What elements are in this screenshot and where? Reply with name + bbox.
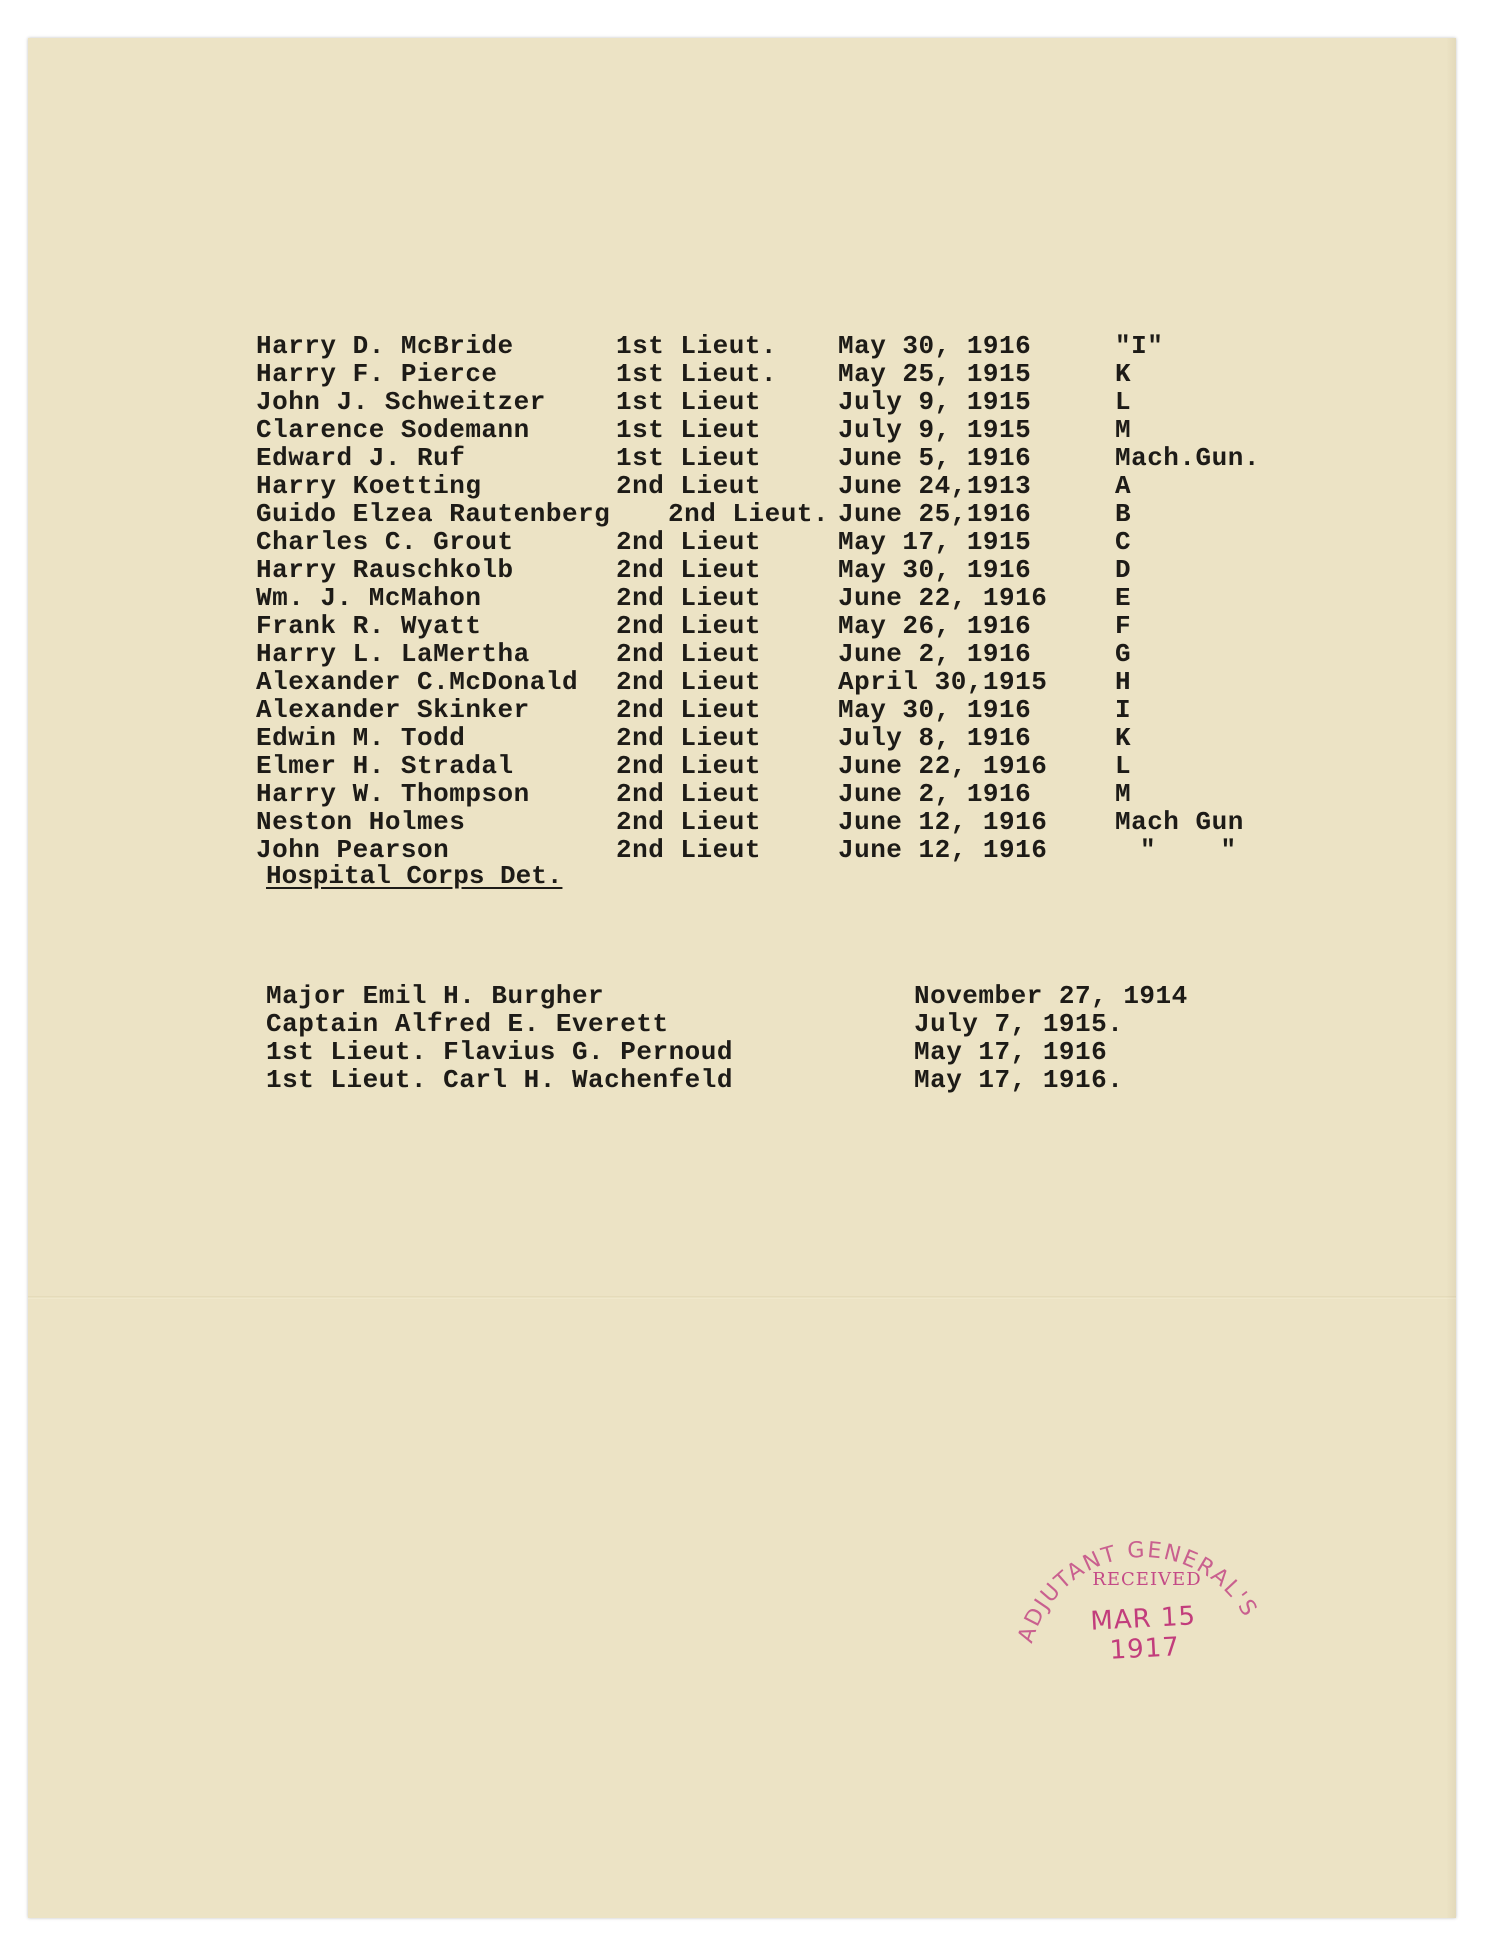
officer-name: Harry W. Thompson	[256, 779, 530, 809]
officer-rank: 2nd Lieut	[616, 527, 761, 557]
officer-row	[0, 752, 1300, 780]
officer-row	[0, 780, 1300, 808]
commission-date: June 12, 1916	[838, 807, 1048, 837]
officer-rank: 2nd Lieut	[616, 751, 761, 781]
company-letter: I	[1115, 695, 1132, 725]
officer-name: Guido Elzea Rautenberg	[256, 499, 611, 529]
received-stamp	[1002, 1484, 1282, 1684]
officer-rank: 2nd Lieut	[616, 471, 761, 501]
company-letter: L	[1115, 387, 1132, 417]
officer-name: Harry D. McBride	[256, 331, 514, 361]
officer-row	[0, 388, 1300, 416]
officer-row	[0, 808, 1300, 836]
officer-rank: 1st Lieut	[616, 387, 761, 417]
commission-date: June 2, 1916	[838, 639, 1032, 669]
commission-date: June 2, 1916	[838, 779, 1032, 809]
officer-row	[0, 444, 1300, 472]
officer-name: Charles C. Grout	[256, 527, 514, 557]
officer-name: Neston Holmes	[256, 807, 466, 837]
officer-rank: 1st Lieut.	[616, 359, 778, 389]
officer-name: Wm. J. McMahon	[256, 583, 482, 613]
company-letter: Mach Gun	[1115, 807, 1244, 837]
officer-name: Harry F. Pierce	[256, 359, 498, 389]
officer-name: Alexander C.McDonald	[256, 667, 579, 697]
officer-rank: 1st Lieut	[616, 415, 761, 445]
officer-name: Harry L. LaMertha	[256, 639, 530, 669]
paper-fold-line	[28, 1296, 1456, 1299]
member-name: Captain Alfred E. Everett	[266, 1009, 669, 1039]
officer-row	[0, 584, 1300, 612]
paper-edge-shadow	[1446, 38, 1456, 1918]
commission-date: June 25,1916	[838, 499, 1032, 529]
commission-date: July 9, 1915	[838, 415, 1032, 445]
officer-row	[0, 500, 1300, 528]
commission-date: May 17, 1916	[914, 1037, 1108, 1067]
officer-row	[0, 836, 1300, 864]
officer-name: Clarence Sodemann	[256, 415, 530, 445]
hospital-corps-row	[0, 1038, 1300, 1066]
stamp-status: RECEIVED	[1092, 1569, 1202, 1590]
officer-name: Elmer H. Stradal	[256, 751, 514, 781]
officer-row	[0, 724, 1300, 752]
officer-rank: 1st Lieut	[616, 443, 761, 473]
commission-date: June 22, 1916	[838, 583, 1048, 613]
officer-row	[0, 640, 1300, 668]
officer-name: Edwin M. Todd	[256, 723, 466, 753]
officer-row	[0, 332, 1300, 360]
officer-row	[0, 416, 1300, 444]
commission-date: June 12, 1916	[838, 835, 1048, 865]
officer-name: John Pearson	[256, 835, 450, 865]
officer-name: Edward J. Ruf	[256, 443, 466, 473]
commission-date: November 27, 1914	[914, 981, 1188, 1011]
commission-date: July 9, 1915	[838, 387, 1032, 417]
commission-date: May 30, 1916	[838, 695, 1032, 725]
officer-rank: 2nd Lieut	[616, 695, 761, 725]
member-name: 1st Lieut. Flavius G. Pernoud	[266, 1037, 733, 1067]
officer-row	[0, 612, 1300, 640]
officer-rank: 2nd Lieut	[616, 555, 761, 585]
officer-name: John J. Schweitzer	[256, 387, 546, 417]
officer-name: Frank R. Wyatt	[256, 611, 482, 641]
company-letter: A	[1115, 471, 1132, 501]
stamp-office-text: ADJUTANT GENERAL'S	[1013, 1537, 1263, 1646]
company-letter: M	[1115, 779, 1132, 809]
officer-rank: 2nd Lieut	[616, 835, 761, 865]
stamp-date: MAR 15 1917	[1089, 1601, 1197, 1666]
company-letter: B	[1115, 499, 1132, 529]
company-letter: H	[1115, 667, 1132, 697]
company-letter: "I"	[1115, 331, 1164, 361]
company-letter: C	[1115, 527, 1132, 557]
officer-rank: 2nd Lieut	[616, 723, 761, 753]
officer-rank: 2nd Lieut	[616, 779, 761, 809]
officer-name: Harry Rauschkolb	[256, 555, 514, 585]
company-letter: M	[1115, 415, 1132, 445]
officer-row	[0, 696, 1300, 724]
officer-rank: 2nd Lieut.	[668, 499, 830, 529]
company-letter: K	[1115, 359, 1132, 389]
company-letter: G	[1115, 639, 1132, 669]
member-name: Major Emil H. Burgher	[266, 981, 605, 1011]
commission-date: July 8, 1916	[838, 723, 1032, 753]
commission-date: May 17, 1916.	[914, 1065, 1124, 1095]
hospital-corps-row	[0, 982, 1300, 1010]
officer-name: Alexander Skinker	[256, 695, 530, 725]
company-letter: F	[1115, 611, 1132, 641]
officer-rank: 2nd Lieut	[616, 667, 761, 697]
commission-date: May 17, 1915	[838, 527, 1032, 557]
officer-name: Harry Koetting	[256, 471, 482, 501]
officer-row	[0, 472, 1300, 500]
commission-date: June 22, 1916	[838, 751, 1048, 781]
commission-date: May 30, 1916	[838, 555, 1032, 585]
commission-date: May 26, 1916	[838, 611, 1032, 641]
commission-date: May 30, 1916	[838, 331, 1032, 361]
officer-rank: 2nd Lieut	[616, 639, 761, 669]
member-name: 1st Lieut. Carl H. Wachenfeld	[266, 1065, 733, 1095]
officer-row	[0, 360, 1300, 388]
company-letter: " "	[1140, 835, 1237, 865]
hospital-corps-row	[0, 1066, 1300, 1094]
commission-date: June 5, 1916	[838, 443, 1032, 473]
commission-date: May 25, 1915	[838, 359, 1032, 389]
company-letter: D	[1115, 555, 1132, 585]
company-letter: L	[1115, 751, 1132, 781]
company-letter: Mach.Gun.	[1115, 443, 1260, 473]
officer-row	[0, 556, 1300, 584]
officer-rank: 1st Lieut.	[616, 331, 778, 361]
commission-date: April 30,1915	[838, 667, 1048, 697]
officer-row	[0, 528, 1300, 556]
hospital-corps-heading: Hospital Corps Det.	[266, 861, 563, 891]
company-letter: E	[1115, 583, 1132, 613]
commission-date: June 24,1913	[838, 471, 1032, 501]
officer-row	[0, 668, 1300, 696]
hospital-corps-row	[0, 1010, 1300, 1038]
company-letter: K	[1115, 723, 1132, 753]
officer-rank: 2nd Lieut	[616, 807, 761, 837]
officer-rank: 2nd Lieut	[616, 611, 761, 641]
commission-date: July 7, 1915.	[914, 1009, 1124, 1039]
officer-rank: 2nd Lieut	[616, 583, 761, 613]
